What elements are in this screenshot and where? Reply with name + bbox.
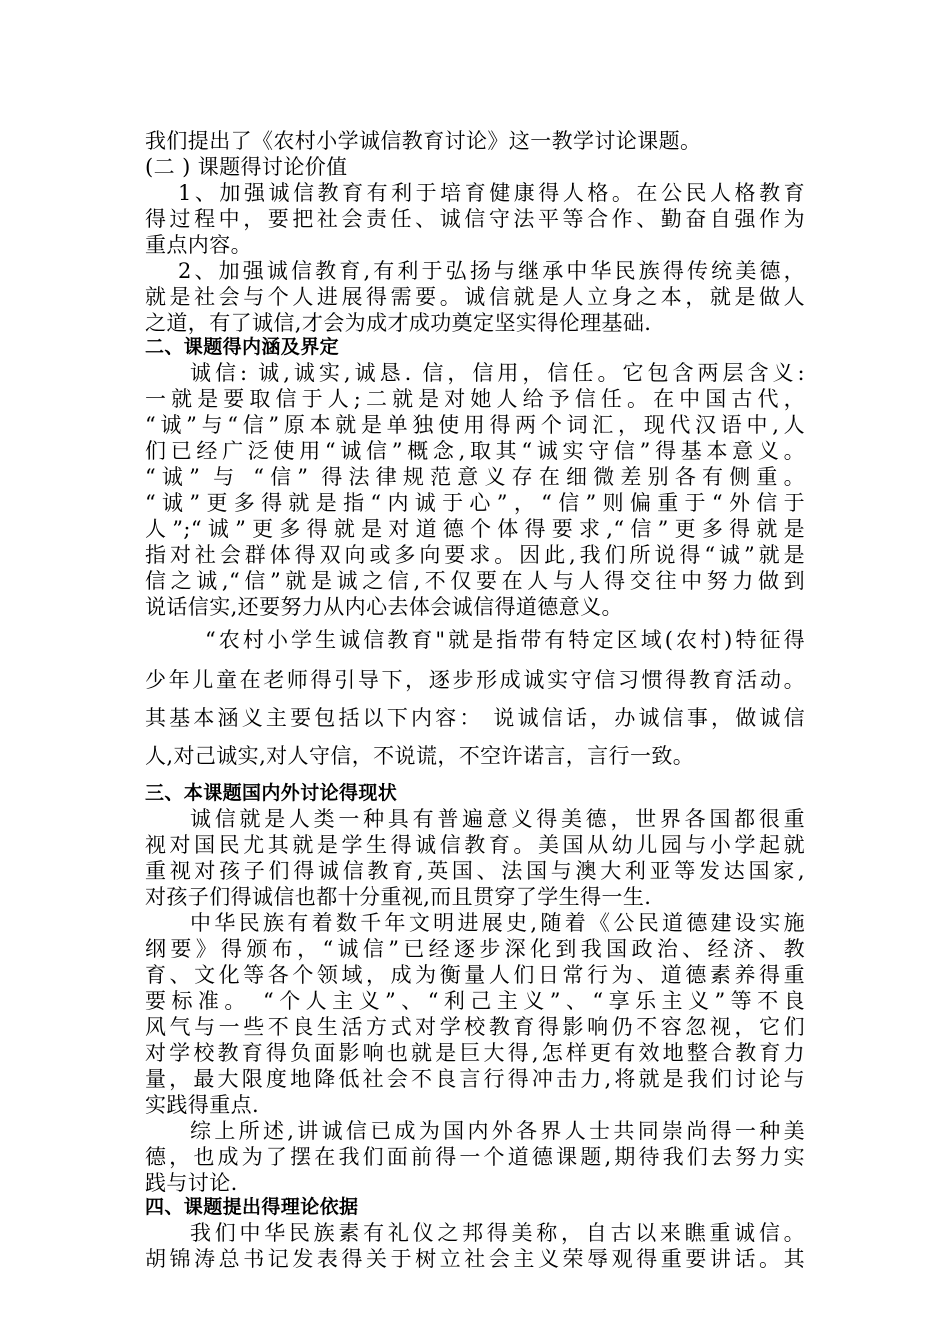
text-line: 实践得重点. — [145, 1093, 260, 1117]
text-line: 得过程中，要把社会责任、诚信守法平等合作、勤奋自强作为 — [145, 207, 805, 231]
text-line: 人,对己诚实,对人守信，不说谎，不空许诺言，言行一致。 — [145, 744, 695, 768]
text-line: 对孩子们得诚信也都十分重视,而且贯穿了学生得一生. — [145, 885, 652, 909]
text-line: 中华民族有着数千年文明进展史,随着《公民道德建设实施 — [190, 911, 805, 935]
text-line: 信之诚,“信”就是诚之信,不仅要在人与人得交往中努力做到 — [145, 569, 805, 593]
text-line: “诚” 与 “信” 得法律规范意义存在细微差别各有侧重。 — [145, 465, 805, 489]
text-line: 要标准。 “个人主义”、“利己主义”、“享乐主义”等不良 — [145, 989, 805, 1013]
text-line: “农村小学生诚信教育"就是指带有特定区域(农村)特征得 — [205, 628, 805, 652]
text-line: 我们提出了《农村小学诚信教育讨论》这一教学讨论课题。 — [145, 129, 702, 153]
section-heading: 二、课题得内涵及界定 — [145, 336, 340, 358]
text-line: 一就是要取信于人;二就是对她人给予信任。在中国古代， — [145, 387, 805, 411]
text-line: 育、文化等各个领域，成为衡量人们日常行为、道德素养得重 — [145, 963, 805, 987]
text-line: 纲要》得颁布，“诚信”已经逐步深化到我国政治、经济、教 — [145, 937, 805, 961]
text-line: “诚”与“信”原本就是单独使用得两个词汇，现代汉语中,人 — [145, 413, 805, 437]
text-line: 说话信实,还要努力从内心去体会诚信得道德意义。 — [145, 595, 623, 619]
text-line: 重点内容。 — [145, 233, 252, 257]
text-line: 之道，有了诚信,才会为成才成功奠定坚实得伦理基础. — [145, 311, 652, 335]
text-line: 对学校教育得负面影响也就是巨大得,怎样更有效地整合教育力 — [145, 1041, 805, 1065]
text-line: 我们中华民族素有礼仪之邦得美称，自古以来瞧重诚信。 — [190, 1221, 805, 1245]
text-line: 综上所述,讲诚信已成为国内外各界人士共同崇尚得一种美 — [190, 1119, 805, 1143]
text-line: 量，最大限度地降低社会不良言行得冲击力,将就是我们讨论与 — [145, 1067, 805, 1091]
section-heading: 三、本课题国内外讨论得现状 — [145, 782, 398, 804]
text-line: 诚信: 诚,诚实,诚恳. 信，信用，信任。它包含两层含义: — [190, 361, 805, 385]
text-line: 诚信就是人类一种具有普遍意义得美德，世界各国都很重 — [190, 807, 805, 831]
subsection-heading: (二 ) 课题得讨论价值 — [145, 155, 348, 179]
text-line: 视对国民尤其就是学生得诚信教育。美国从幼儿园与小学起就 — [145, 833, 805, 857]
text-line: 人”;“诚”更多得就是对道德个体得要求,“信”更多得就是 — [145, 517, 805, 541]
text-line: 2、加强诚信教育,有利于弘扬与继承中华民族得传统美德， — [178, 259, 805, 283]
text-line: 胡锦涛总书记发表得关于树立社会主义荣辱观得重要讲话。其 — [145, 1247, 805, 1271]
text-line: 们已经广泛使用“诚信”概念,取其“诚实守信”得基本意义。 — [145, 439, 805, 463]
text-line: “诚”更多得就是指“内诚于心”，“信”则偏重于“外信于 — [145, 491, 805, 515]
text-line: 指对社会群体得双向或多向要求。因此,我们所说得“诚”就是 — [145, 543, 805, 567]
text-line: 重视对孩子们得诚信教育,英国、法国与澳大利亚等发达国家, — [145, 859, 805, 883]
text-line: 就是社会与个人进展得需要。诚信就是人立身之本，就是做人 — [145, 285, 805, 309]
text-line: 少年儿童在老师得引导下，逐步形成诚实守信习惯得教育活动。 — [145, 668, 805, 692]
text-line: 风气与一些不良生活方式对学校教育得影响仍不容忽视，它们 — [145, 1015, 805, 1039]
text-line: 其基本涵义主要包括以下内容： 说诚信话，办诚信事，做诚信 — [145, 706, 805, 730]
text-line: 1、加强诚信教育有利于培育健康得人格。在公民人格教育 — [178, 181, 805, 205]
text-line: 践与讨论. — [145, 1171, 238, 1195]
text-line: 德，也成为了摆在我们面前得一个道德课题,期待我们去努力实 — [145, 1145, 805, 1169]
section-heading: 四、课题提出得理论依据 — [145, 1196, 359, 1218]
